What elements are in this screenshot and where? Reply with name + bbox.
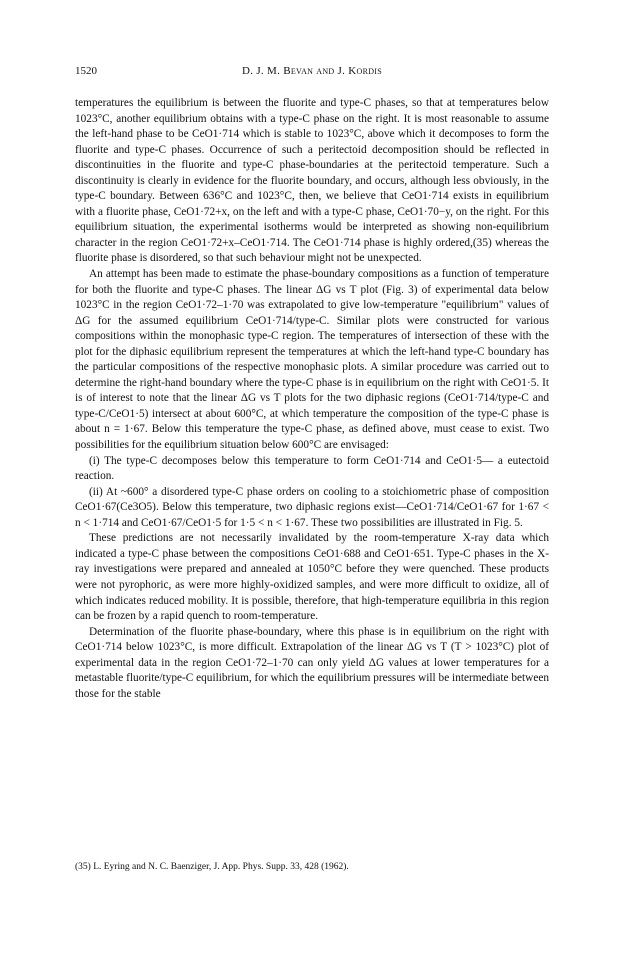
paragraph-possibility-ii: (ii) At ~600° a disordered type-C phase orders on cooling to a stoichiometric phase of composition CeO1·67(Ce3O5). Below this temperature, two diphasic regions exist—CeO1·714/CeO1·67 for 1·67 < n < 1·714 and CeO1·67/CeO1·5 for 1·5 < n < 1·67. These two possibilities are illustrated in Fig. 5.	[75, 485, 549, 529]
paragraph-phase-boundary-estimate: An attempt has been made to estimate the phase-boundary compositions as a function of temperature for both the fluorite and type-C phases. The linear ΔG vs T plot (Fig. 3) of experimental data below 1023°C in the region CeO1·72–1·70 was extrapolated to give low-temperature "equilibrium" values of ΔG for the assumed equilibrium CeO1·714/type-C. Similar plots were constructed for various compositions within the monophasic type-C region. The temperatures of intersection of these with the plot for the diphasic equilibrium represent the temperatures at which the left-hand type-C boundary has the particular compositions of the respective monophasic plots. A similar procedure was carried out to determine the right-hand boundary where the type-C phase is in equilibrium on the right with CeO1·5. It is of interest to note that the linear ΔG vs T plots for the two diphasic regions (CeO1·714/type-C and type-C/CeO1·5) intersect at about 600°C, at which temperature the composition of the type-C phase is about n = 1·67. Below this temperature the type-C phase, as defined above, must cease to exist. Two possibilities for the equilibrium situation below 600°C are envisaged:	[75, 268, 549, 452]
paragraph-fluorite-boundary: Determination of the fluorite phase-boundary, where this phase is in equilibrium on the right with CeO1·714 below 1023°C, is more difficult. Extrapolation of the linear ΔG vs T (T > 1023°C) plot of experimental data in the region CeO1·72–1·70 can only yield ΔG values at lower temperatures for a metastable fluorite/type-C equilibrium, for which the equilibrium pressures will be intermediate between those for the stable	[75, 625, 549, 700]
footnote: (35) L. Eyring and N. C. Baenziger, J. App. Phys. Supp. 33, 428 (1962).	[75, 862, 349, 872]
paragraph-continuation: temperatures the equilibrium is between the fluorite and type-C phases, so that at temperatures below 1023°C, another equilibrium obtains with a type-C phase on the right. It is most reasonable to assume the left-hand phase to be CeO1·714 which is stable to 1023°C, above which it decomposes to form the fluorite and type-C phases. Occurrence of such a peritectoid decomposition should be reflected in discontinuities in the fluorite and type-C phase-boundaries at the peritectoid temperature. Such a discontinuity is clearly in evidence for the fluorite boundary, and occurs, although less obviously, in the type-C boundary. Between 636°C and 1023°C, then, we believe that CeO1·714 exists in equilibrium with a fluorite phase, CeO1·72+x, on the left and with a type-C phase, CeO1·70−y, on the right. For this equilibrium situation, the experimental isotherms would be interpreted as showing non-equilibrium character in the region CeO1·72+x–CeO1·714. The CeO1·714 phase is highly ordered,(35) whereas the fluorite phase is disordered, so that such behaviour might not be unexpected.	[75, 97, 549, 265]
paragraph-possibility-i: (i) The type-C decomposes below this temperature to form CeO1·714 and CeO1·5— a eutectoid reaction.	[75, 454, 549, 483]
page-number: 1520	[75, 65, 97, 77]
article-body	[75, 96, 549, 702]
running-head	[75, 64, 549, 78]
paragraph-xray-data: These predictions are not necessarily invalidated by the room-temperature X-ray data which indicated a type-C phase between the compositions CeO1·688 and CeO1·651. Type-C phases in the X-ray investigations were prepared and annealed at 1050°C before they were quenched. These products were not pyrophoric, as were more highly-oxidized samples, and were more difficult to oxidize, all of which indicates reduced mobility. It is possible, therefore, that high-temperature equilibria in this region can be frozen by a rapid quench to room-temperature.	[75, 532, 549, 623]
running-title: D. J. M. Bevan and J. Kordis	[242, 65, 382, 77]
